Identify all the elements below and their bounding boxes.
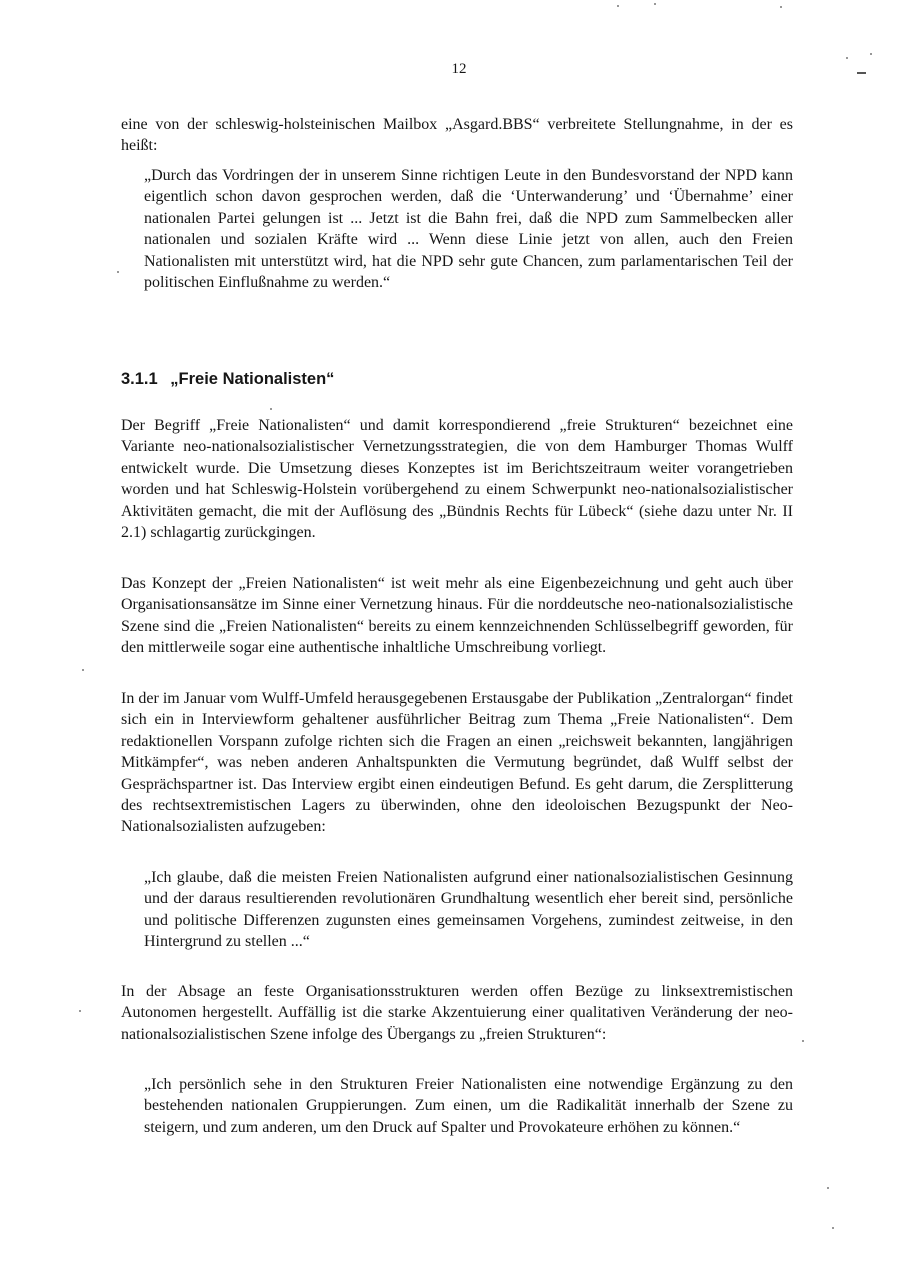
paragraph-zentralorgan: In der im Januar vom Wulff-Umfeld herausgegebenen Erstausgabe der Publikation „Zentralorgan“ findet sich ein in Interviewform gehaltener ausführlicher Beitrag zum Thema „Freie Nationalisten“. Dem redaktionellen Vorspann zufolge richten sich die Fragen an einen „reichsweit bekannten, langjährigen Mitkämpfer“, was neben anderen Anhaltspunkten die Vermutung begründet, daß Wulff selbst der Gesprächspartner ist. Das Interview ergibt einen eindeutigen Befund. Es geht darum, die Zersplitterung des rechtsextremistischen Lagers zu überwinden, ohne den ideoloischen Bezugspunkt der Neo-Nationalsozialisten aufzugeben: xyxy=(121,690,793,836)
section-title: „Freie Nationalisten“ xyxy=(170,370,335,388)
scan-speck xyxy=(117,271,119,273)
blockquote-interview-1: „Ich glaube, daß die meisten Freien Nationalisten aufgrund einer nationalsozialistischen Gesinnung und der daraus resultierenden revolutionären Grundhaltung wesentlich eher bereit sind, persönliche und politische Differenzen zugunsten eines gemeinsamen Vorgehens, zumindest zeitweise, in den Hintergrund zu stellen ...“ xyxy=(144,869,793,951)
scan-speck xyxy=(832,1227,834,1229)
blockquote-interview-2: „Ich persönlich sehe in den Strukturen Freier Nationalisten eine notwendige Ergänzung zu den bestehenden nationalen Gruppierungen. Zum einen, um die Radikalität innerhalb der Szene zu steigern, und zum anderen, um den Druck auf Spalter und Provokateure erhöhen zu können.“ xyxy=(144,1076,793,1136)
scan-speck xyxy=(827,1187,829,1189)
section-number: 3.1.1 xyxy=(121,370,158,388)
scan-speck xyxy=(654,3,656,5)
page-number: 12 xyxy=(451,61,467,77)
scan-speck xyxy=(846,57,848,59)
paragraph-absage: In der Absage an feste Organisationsstrukturen werden offen Bezüge zu linksextremistischen Autonomen hergestellt. Auffällig ist die starke Akzentuierung einer qualitativen Veränderung der neo-nationalsozialistischen Szene infolge des Übergangs zu „freien Strukturen“: xyxy=(121,983,793,1043)
scan-speck xyxy=(617,5,619,7)
scan-speck xyxy=(82,669,84,671)
paragraph-begriff: Der Begriff „Freie Nationalisten“ und damit korrespondierend „freie Strukturen“ bezeichnet eine Variante neo-nationalsozialistischer Vernetzungsstrategien, die von dem Hamburger Thomas Wulff entwickelt wurde. Die Umsetzung dieses Konzeptes ist im Berichtszeitraum weiter vorangetrieben worden und hat Schleswig-Holstein vorübergehend zu einem Schwerpunkt neo-nationalsozialistischer Aktivitäten gemacht, die mit der Auflösung des „Bündnis Rechts für Lübeck“ (siehe dazu unter Nr. II 2.1) schlagartig zurückgingen. xyxy=(121,417,793,542)
scan-mark xyxy=(857,72,866,74)
paragraph-konzept: Das Konzept der „Freien Nationalisten“ ist weit mehr als eine Eigenbezeichnung und geht auch über Organisationsansätze im Sinne einer Vernetzung hinaus. Für die norddeutsche neo-nationalsozialistische Szene sind die „Freien Nationalisten“ bereits zu einem kennzeichnenden Schlüsselbegriff geworden, für den mittlerweile sogar eine authentische inhaltliche Umschreibung vorliegt. xyxy=(121,575,793,657)
intro-paragraph: eine von der schleswig-holsteinischen Mailbox „Asgard.BBS“ verbreitete Stellungnahme, in der es heißt: xyxy=(121,116,793,155)
scan-speck xyxy=(870,53,872,55)
section-heading xyxy=(121,370,334,389)
scan-speck xyxy=(270,408,272,410)
scan-speck xyxy=(780,6,782,8)
blockquote-npd: „Durch das Vordringen der in unserem Sinne richtigen Leute in den Bundesvorstand der NPD kann eigentlich schon davon gesprochen werden, daß die ‘Unterwanderung’ und ‘Übernahme’ einer nationalen Partei gelungen ist ... Jetzt ist die Bahn frei, daß die NPD zum Sammelbecken aller nationalen und sozialen Kräfte wird ... Wenn diese Linie jetzt von allen, auch den Freien Nationalisten mit unterstützt wird, hat die NPD sehr gute Chancen, zum parlamentarischen Teil der politischen Einflußnahme zu werden.“ xyxy=(144,167,793,292)
scan-speck xyxy=(802,1040,804,1042)
scan-speck xyxy=(79,1010,81,1012)
